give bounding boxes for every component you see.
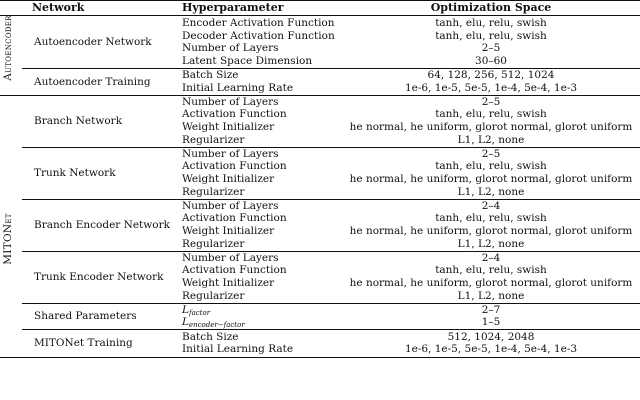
network-label: Trunk Network <box>34 167 116 179</box>
hyperparameter-cell: Number of Layers <box>182 251 279 264</box>
header-hyperparameter: Hyperparameter <box>182 1 284 14</box>
hyperparameter-cell: Batch Size <box>182 330 239 343</box>
hyperparameter-cell: Regularizer <box>182 237 245 250</box>
hyperparameter-cell: Number of Layers <box>182 147 279 160</box>
optimization-space-cell: he normal, he uniform, glorot normal, glorot uniform <box>349 121 633 133</box>
hyperparameter-cell: Regularizer <box>182 133 245 146</box>
group-label-mitonet: MITONet <box>2 213 14 265</box>
optimization-space-cell: L1, L2, none <box>457 185 525 198</box>
network-label: MITONet Training <box>34 337 133 350</box>
hyperparameter-cell: Weight Initializer <box>182 225 275 237</box>
rule-line <box>22 147 640 148</box>
loss-symbol: L <box>182 316 189 329</box>
optimization-space-cell: 1e-6, 1e-5, 5e-5, 1e-4, 5e-4, 1e-3 <box>404 343 578 356</box>
optimization-space-cell: 2–7 <box>481 303 501 316</box>
optimization-space-cell: L1, L2, none <box>457 133 525 146</box>
optimization-space-cell: 2–4 <box>481 251 501 264</box>
header-network: Network <box>32 1 85 14</box>
optimization-space-cell: he normal, he uniform, glorot normal, glorot uniform <box>349 277 633 289</box>
rule-line <box>0 0 640 1</box>
rule-line <box>0 15 640 16</box>
group-label-autoencoder: Autoencoder <box>2 15 14 81</box>
optimization-space-cell: 64, 128, 256, 512, 1024 <box>427 69 555 81</box>
loss-subscript: factor <box>188 308 211 317</box>
optimization-space-cell: 2–5 <box>481 147 501 160</box>
optimization-space-cell: tanh, elu, relu, swish <box>435 160 547 173</box>
hyperparameter-cell: Latent Space Dimension <box>182 54 313 67</box>
hyperparameter-cell: Initial Learning Rate <box>182 343 294 356</box>
optimization-space-cell: 1–5 <box>481 316 501 329</box>
hyperparameter-cell: Batch Size <box>182 69 239 81</box>
rule-line <box>22 303 640 304</box>
optimization-space-cell: 1e-6, 1e-5, 5e-5, 1e-4, 5e-4, 1e-3 <box>404 81 578 94</box>
header-optimization-space: Optimization Space <box>430 1 552 14</box>
optimization-space-cell: L1, L2, none <box>457 289 525 302</box>
rule-line <box>0 95 640 96</box>
loss-subscript: encoder−factor <box>188 321 245 330</box>
hyperparameter-cell: Number of Layers <box>182 199 279 212</box>
optimization-space-cell: he normal, he uniform, glorot normal, glorot uniform <box>349 225 633 237</box>
optimization-space-cell: 2–4 <box>481 199 501 212</box>
network-label: Branch Encoder Network <box>34 219 170 231</box>
hyperparameter-cell: Activation Function <box>182 108 287 121</box>
optimization-space-cell: L1, L2, none <box>457 237 525 250</box>
hyperparameter-cell: Activation Function <box>182 212 287 225</box>
rule-line <box>0 357 640 358</box>
network-label: Shared Parameters <box>34 310 137 323</box>
hyperparameter-cell: Regularizer <box>182 289 245 302</box>
hyperparameter-cell: Number of Layers <box>182 95 279 108</box>
optimization-space-cell: 30–60 <box>475 54 507 67</box>
optimization-space-cell: he normal, he uniform, glorot normal, glorot uniform <box>349 173 633 185</box>
optimization-space-cell: tanh, elu, relu, swish <box>435 17 547 29</box>
hyperparameter-cell: Weight Initializer <box>182 173 275 185</box>
optimization-space-cell: tanh, elu, relu, swish <box>435 264 547 277</box>
hyperparameter-cell: Decoder Activation Function <box>182 29 335 42</box>
rule-line <box>22 199 640 200</box>
optimization-space-cell: tanh, elu, relu, swish <box>435 29 547 42</box>
optimization-space-cell: 512, 1024, 2048 <box>447 330 535 343</box>
hyperparameter-cell: Number of Layers <box>182 42 279 55</box>
optimization-space-cell: 2–5 <box>481 95 501 108</box>
network-label: Branch Network <box>34 115 123 127</box>
rule-line <box>22 251 640 252</box>
network-label: Autoencoder Network <box>34 36 152 49</box>
optimization-space-cell: tanh, elu, relu, swish <box>435 212 547 225</box>
hyperparameter-cell: Weight Initializer <box>182 121 275 133</box>
hyperparameter-cell: Weight Initializer <box>182 277 275 289</box>
network-label: Trunk Encoder Network <box>34 271 164 283</box>
hyperparameter-cell: Activation Function <box>182 160 287 173</box>
hyperparameter-cell: Activation Function <box>182 264 287 277</box>
optimization-space-cell: tanh, elu, relu, swish <box>435 108 547 121</box>
network-label: Autoencoder Training <box>34 75 151 88</box>
hyperparameter-cell: Regularizer <box>182 185 245 198</box>
rule-line <box>22 329 640 330</box>
optimization-space-cell: 2–5 <box>481 42 501 55</box>
loss-symbol: L <box>182 303 189 316</box>
hyperparameter-cell: Initial Learning Rate <box>182 81 294 94</box>
hyperparameter-cell: Encoder Activation Function <box>182 17 335 29</box>
